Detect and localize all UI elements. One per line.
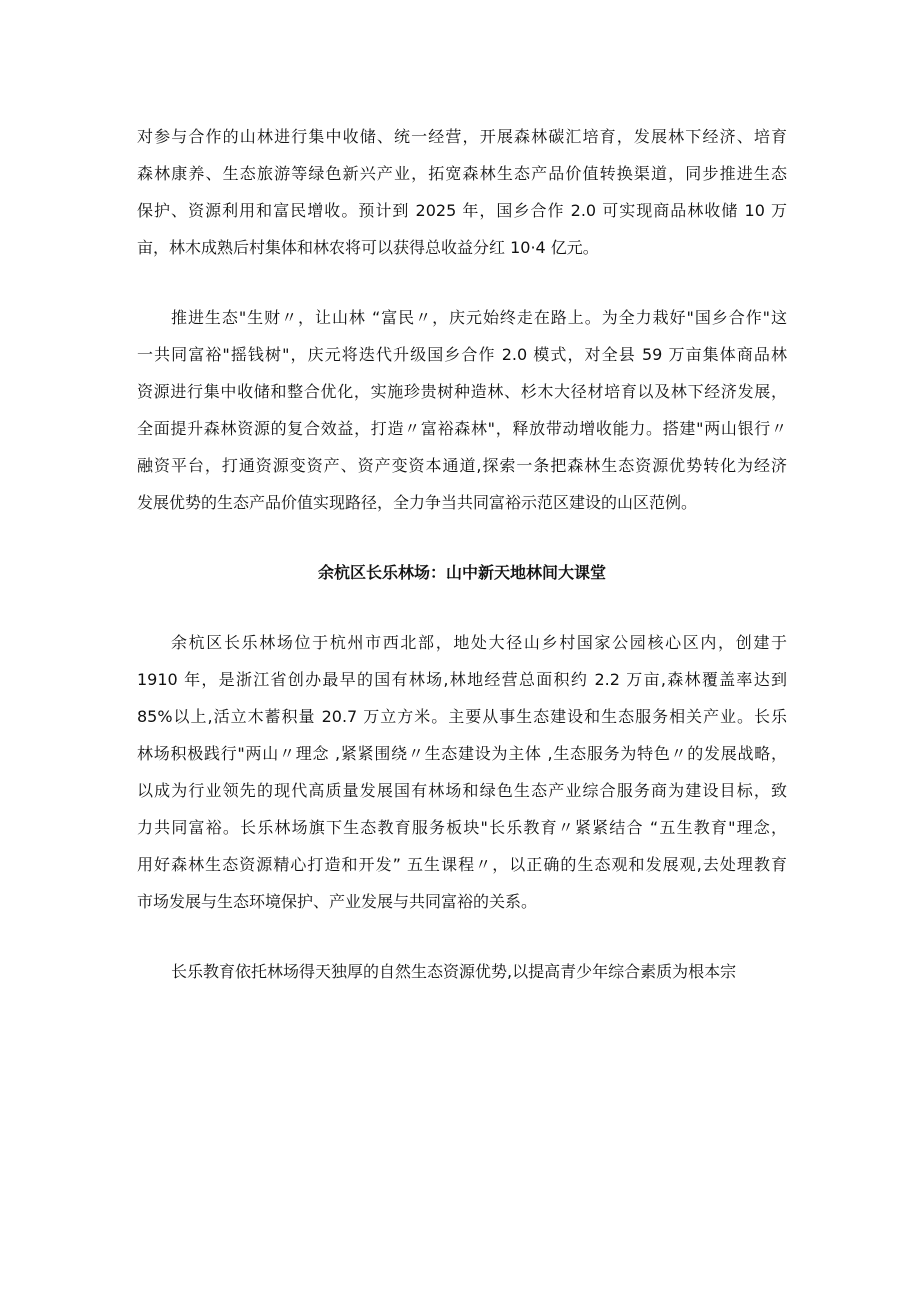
paragraph-forest-storage — [137, 118, 787, 266]
text-line: 亩，林木成熟后村集体和林农将可以获得总收益分红 10·4 亿元。 — [137, 238, 599, 257]
text-line: 余杭区长乐林场位于杭州市西北部，地处大径山乡村国家公园核心区内，创建于 — [171, 633, 787, 652]
text-line: 发展优势的生态产品价值实现路径，全力争当共同富裕示范区建设的山区范例。 — [137, 493, 698, 512]
section-heading: 余杭区长乐林场：山中新天地林间大课堂 — [317, 563, 606, 582]
document-body — [137, 118, 787, 990]
text-line: 对参与合作的山林进行集中收储、统一经营，开展森林碳汇培育，发展林下经济、培育 — [137, 127, 787, 146]
text-line: 用好森林生态资源精心打造和开发” 五生课程〃，以正确的生态观和发展观,去处理教育 — [137, 855, 787, 874]
text-line: 林场积极践行"两山〃理念 ,紧紧围绕〃生态建设为主体 ,生态服务为特色〃的发展战略， — [137, 744, 787, 763]
text-line: 以成为行业领先的现代高质量发展国有林场和绿色生态产业综合服务商为建设目标，致 — [137, 781, 787, 800]
text-line: 森林康养、生态旅游等绿色新兴产业，拓宽森林生态产品价值转换渠道，同步推进生态 — [137, 164, 787, 183]
text-line: 一共同富裕"摇钱树"，庆元将迭代升级国乡合作 2.0 模式，对全县 59 万亩集体商品林 — [137, 345, 787, 364]
text-line: 力共同富裕。长乐林场旗下生态教育服务板块"长乐教育〃紧紧结合 “五生教育"理念， — [137, 818, 787, 837]
text-line: 全面提升森林资源的复合效益，打造〃富裕森林"，释放带动增收能力。搭建"两山银行〃 — [137, 419, 787, 438]
text-line: 1910 年，是浙江省创办最早的国有林场,林地经营总面积约 2.2 万亩,森林覆盖率达到 — [137, 670, 787, 689]
paragraph-changle-education — [137, 953, 787, 990]
text-line: 推进生态"生财〃，让山林 “富民〃，庆元始终走在路上。为全力栽好"国乡合作"这 — [171, 308, 787, 327]
text-line: 市场发展与生态环境保护、产业发展与共同富裕的关系。 — [137, 892, 538, 911]
paragraph-qingyuan — [137, 299, 787, 521]
paragraph-gap — [137, 521, 787, 554]
paragraph-gap — [137, 920, 787, 953]
text-line: 资源进行集中收储和整合优化，实施珍贵树种造林、杉木大径材培育以及林下经济发展， — [137, 382, 787, 401]
paragraph-gap — [137, 591, 787, 624]
paragraph-changle-forest — [137, 624, 787, 920]
paragraph-gap — [137, 266, 787, 299]
text-line: 85%以上,活立木蓄积量 20.7 万立方米。主要从事生态建设和生态服务相关产业。长乐 — [137, 707, 787, 726]
text-line: 保护、资源利用和富民增收。预计到 2025 年，国乡合作 2.0 可实现商品林收储 10 万 — [137, 201, 787, 220]
text-line: 融资平台，打通资源变资产、资产变资本通道,探索一条把森林生态资源优势转化为经济 — [137, 456, 787, 475]
text-line: 长乐教育依托林场得天独厚的自然生态资源优势,以提高青少年综合素质为根本宗 — [171, 962, 737, 981]
